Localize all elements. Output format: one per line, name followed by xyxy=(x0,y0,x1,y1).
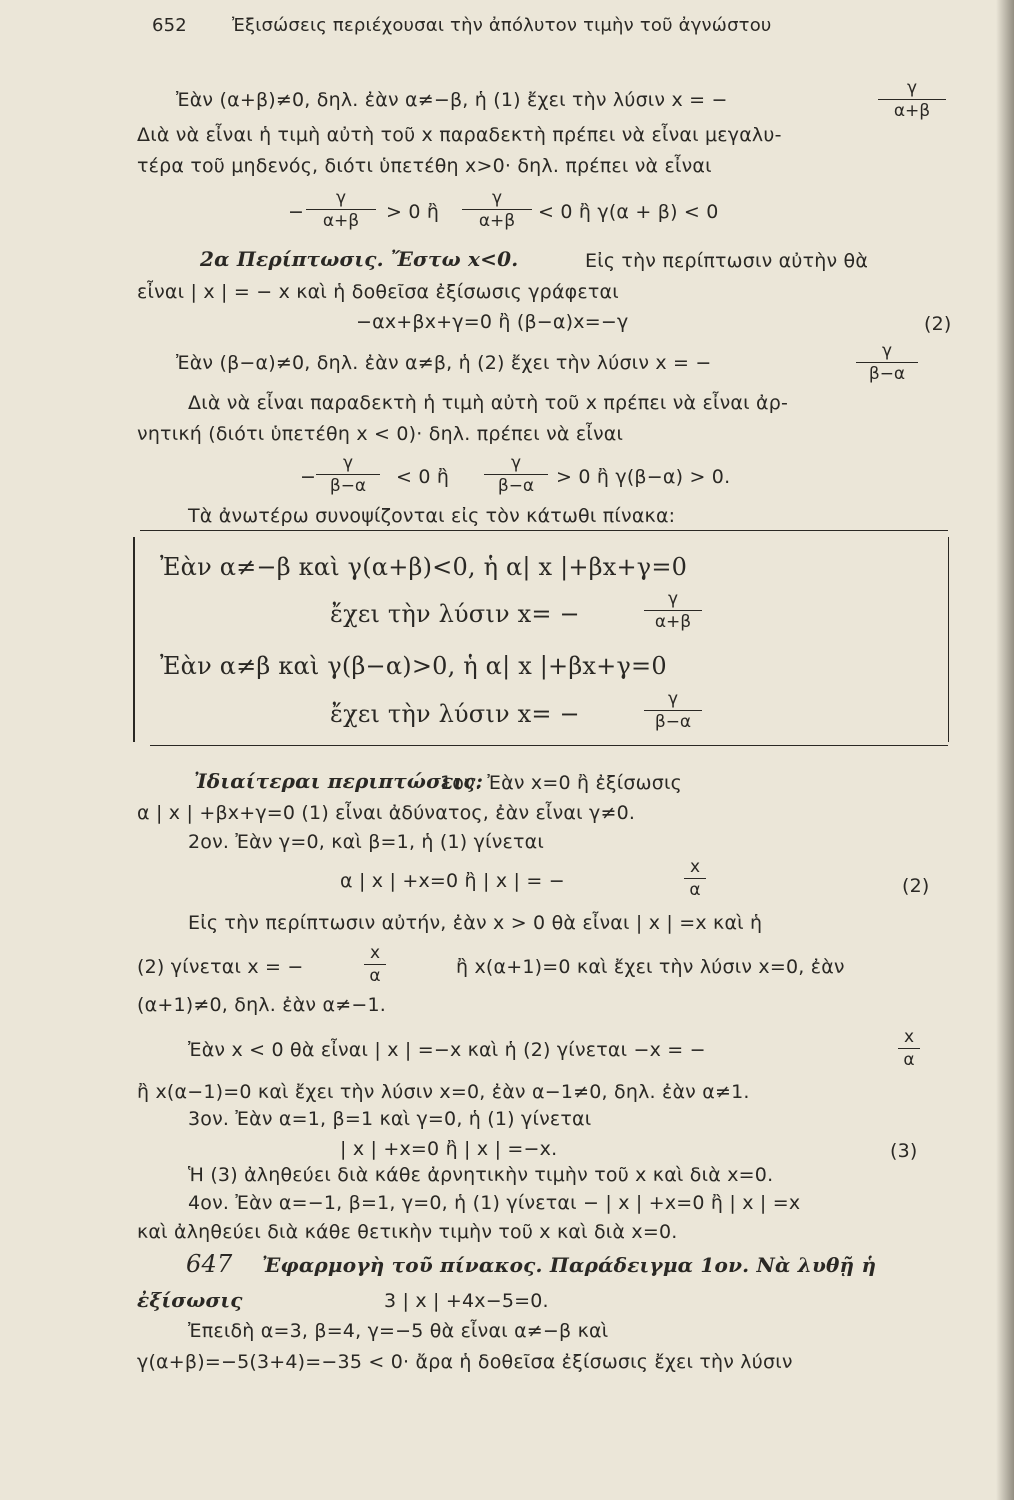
text-line: Εἰς τὴν περίπτωσιν αὐτὴν θὰ xyxy=(585,250,869,272)
section-equation: 3 | x | +4x−5=0. xyxy=(384,1290,549,1312)
text-line: Ἐὰν (α+β)≠0, δηλ. ἐὰν α≠−β, ἡ (1) ἔχει τὴν λύσιν x = − xyxy=(176,89,728,111)
text-line: τέρα τοῦ μηδενός, διότι ὑπετέθη x>0· δηλ. πρέπει νὰ εἶναι xyxy=(137,155,712,177)
text-line: Εἰς τὴν περίπτωσιν αὐτήν, ἐὰν x > 0 θὰ εἶναι | x | =x καὶ ἡ xyxy=(188,912,763,934)
equation: α | x | +x=0 ἢ | x | = − xyxy=(340,870,565,892)
text-line: Ἐπειδὴ α=3, β=4, γ=−5 θὰ εἶναι α≠−β καὶ xyxy=(188,1320,609,1342)
section-number: 647 xyxy=(186,1250,233,1278)
text-line: 2ον. Ἐὰν γ=0, καὶ β=1, ἡ (1) γίνεται xyxy=(188,831,545,853)
page-number: 652 xyxy=(152,15,187,36)
fraction: γ β−α xyxy=(644,690,702,731)
equation-number: (3) xyxy=(890,1140,918,1162)
equation: −αx+βx+γ=0 ἢ (β−α)x=−γ xyxy=(356,311,629,333)
text-line: Διὰ νὰ εἶναι ἡ τιμὴ αὐτὴ τοῦ x παραδεκτὴ πρέπει νὰ εἶναι μεγαλυ- xyxy=(137,124,782,146)
page-edge-shadow xyxy=(996,0,1014,1500)
text-line: καὶ ἀληθεύει διὰ κάθε θετικὴν τιμὴν τοῦ x καὶ διὰ x=0. xyxy=(137,1221,678,1243)
text-line: Τὰ ἀνωτέρω συνοψίζονται εἰς τὸν κάτωθι πίνακα: xyxy=(188,505,676,527)
table-bottom-rule xyxy=(150,745,948,746)
equation-number: (2) xyxy=(924,313,952,335)
text-line: ἢ x(α−1)=0 καὶ ἔχει τὴν λύσιν x=0, ἐὰν α−1≠0, δηλ. ἐὰν α≠1. xyxy=(137,1081,750,1103)
fraction: γ β−α xyxy=(484,454,548,495)
equation-number: (2) xyxy=(902,875,930,897)
text-line: νητική (διότι ὑπετέθη x < 0)· δηλ. πρέπει νὰ εἶναι xyxy=(137,423,624,445)
text-line: Ἡ (3) ἀληθεύει διὰ κάθε ἀρνητικὴν τιμὴν τοῦ x καὶ διὰ x=0. xyxy=(188,1164,774,1186)
text-line: Διὰ νὰ εἶναι παραδεκτὴ ἡ τιμὴ αὐτὴ τοῦ x πρέπει νὰ εἶναι ἀρ- xyxy=(188,392,789,414)
table-row: ἔχει τὴν λύσιν x= − xyxy=(330,700,580,728)
text-line: > 0 ἢ xyxy=(386,201,440,223)
fraction: x α xyxy=(898,1028,920,1069)
text-line: εἶναι | x | = − x καὶ ἡ δοθεῖσα ἐξίσωσις γράφεται xyxy=(137,281,619,303)
text-line: < 0 ἢ γ(α + β) < 0 xyxy=(538,201,719,223)
text-line: Ἐὰν x < 0 θὰ εἶναι | x | =−x καὶ ἡ (2) γίνεται −x = − xyxy=(188,1039,706,1061)
text-line: (2) γίνεται x = − xyxy=(137,956,304,978)
fraction: γ β−α xyxy=(856,342,918,383)
text-line: 4ον. Ἐὰν α=−1, β=1, γ=0, ἡ (1) γίνεται − | x | +x=0 ἢ | x | =x xyxy=(188,1192,801,1214)
text-line: 3ον. Ἐὰν α=1, β=1 καὶ γ=0, ἡ (1) γίνεται xyxy=(188,1108,592,1130)
equation: | x | +x=0 ἢ | x | =−x. xyxy=(340,1138,558,1160)
fraction: γ β−α xyxy=(316,454,380,495)
math-sign: − xyxy=(288,201,305,223)
special-heading: Ἰδιαίτεραι περιπτώσεις: xyxy=(194,769,484,793)
fraction: γ α+β xyxy=(306,189,376,230)
section-title: Ἐφαρμογὴ τοῦ πίνακος. Παράδειγμα 1ον. Νὰ λυθῇ ἡ xyxy=(262,1253,877,1277)
text-line: γ(α+β)=−5(3+4)=−35 < 0· ἄρα ἡ δοθεῖσα ἐξίσωσις ἔχει τὴν λύσιν xyxy=(137,1351,793,1373)
fraction: γ α+β xyxy=(644,590,702,631)
fraction: x α xyxy=(364,944,386,985)
table-row: Ἐὰν α≠−β καὶ γ(α+β)<0, ἡ α| x |+βx+γ=0 xyxy=(160,553,688,581)
table-top-rule xyxy=(140,530,948,531)
table-row: ἔχει τὴν λύσιν x= − xyxy=(330,600,580,628)
table-row: Ἐὰν α≠β καὶ γ(β−α)>0, ἡ α| x |+βx+γ=0 xyxy=(160,652,667,680)
text-line: ἢ x(α+1)=0 καὶ ἔχει τὴν λύσιν x=0, ἐὰν xyxy=(456,956,845,978)
text-line: Ἐὰν (β−α)≠0, δηλ. ἐὰν α≠β, ἡ (2) ἔχει τὴν λύσιν x = − xyxy=(176,352,712,374)
case-heading: 2α Περίπτωσις. Ἔστω x<0. xyxy=(200,247,519,271)
running-title: Ἐξισώσεις περιέχουσαι τὴν ἀπόλυτον τιμὴν τοῦ ἀγνώστου xyxy=(232,15,772,36)
fraction: γ α+β xyxy=(878,79,946,120)
text-line: (α+1)≠0, δηλ. ἐὰν α≠−1. xyxy=(137,994,386,1016)
fraction: γ α+β xyxy=(462,189,532,230)
math-sign: − xyxy=(300,466,317,488)
section-title-continued: ἐξίσωσις xyxy=(137,1288,243,1312)
text-line: < 0 ἢ xyxy=(396,466,450,488)
text-line: > 0 ἢ γ(β−α) > 0. xyxy=(556,466,731,488)
text-line: 1ον. Ἐὰν x=0 ἢ ἐξίσωσις xyxy=(440,772,682,794)
text-line: α | x | +βx+γ=0 (1) εἶναι ἀδύνατος, ἐὰν εἶναι γ≠0. xyxy=(137,802,636,824)
fraction: x α xyxy=(684,858,706,899)
